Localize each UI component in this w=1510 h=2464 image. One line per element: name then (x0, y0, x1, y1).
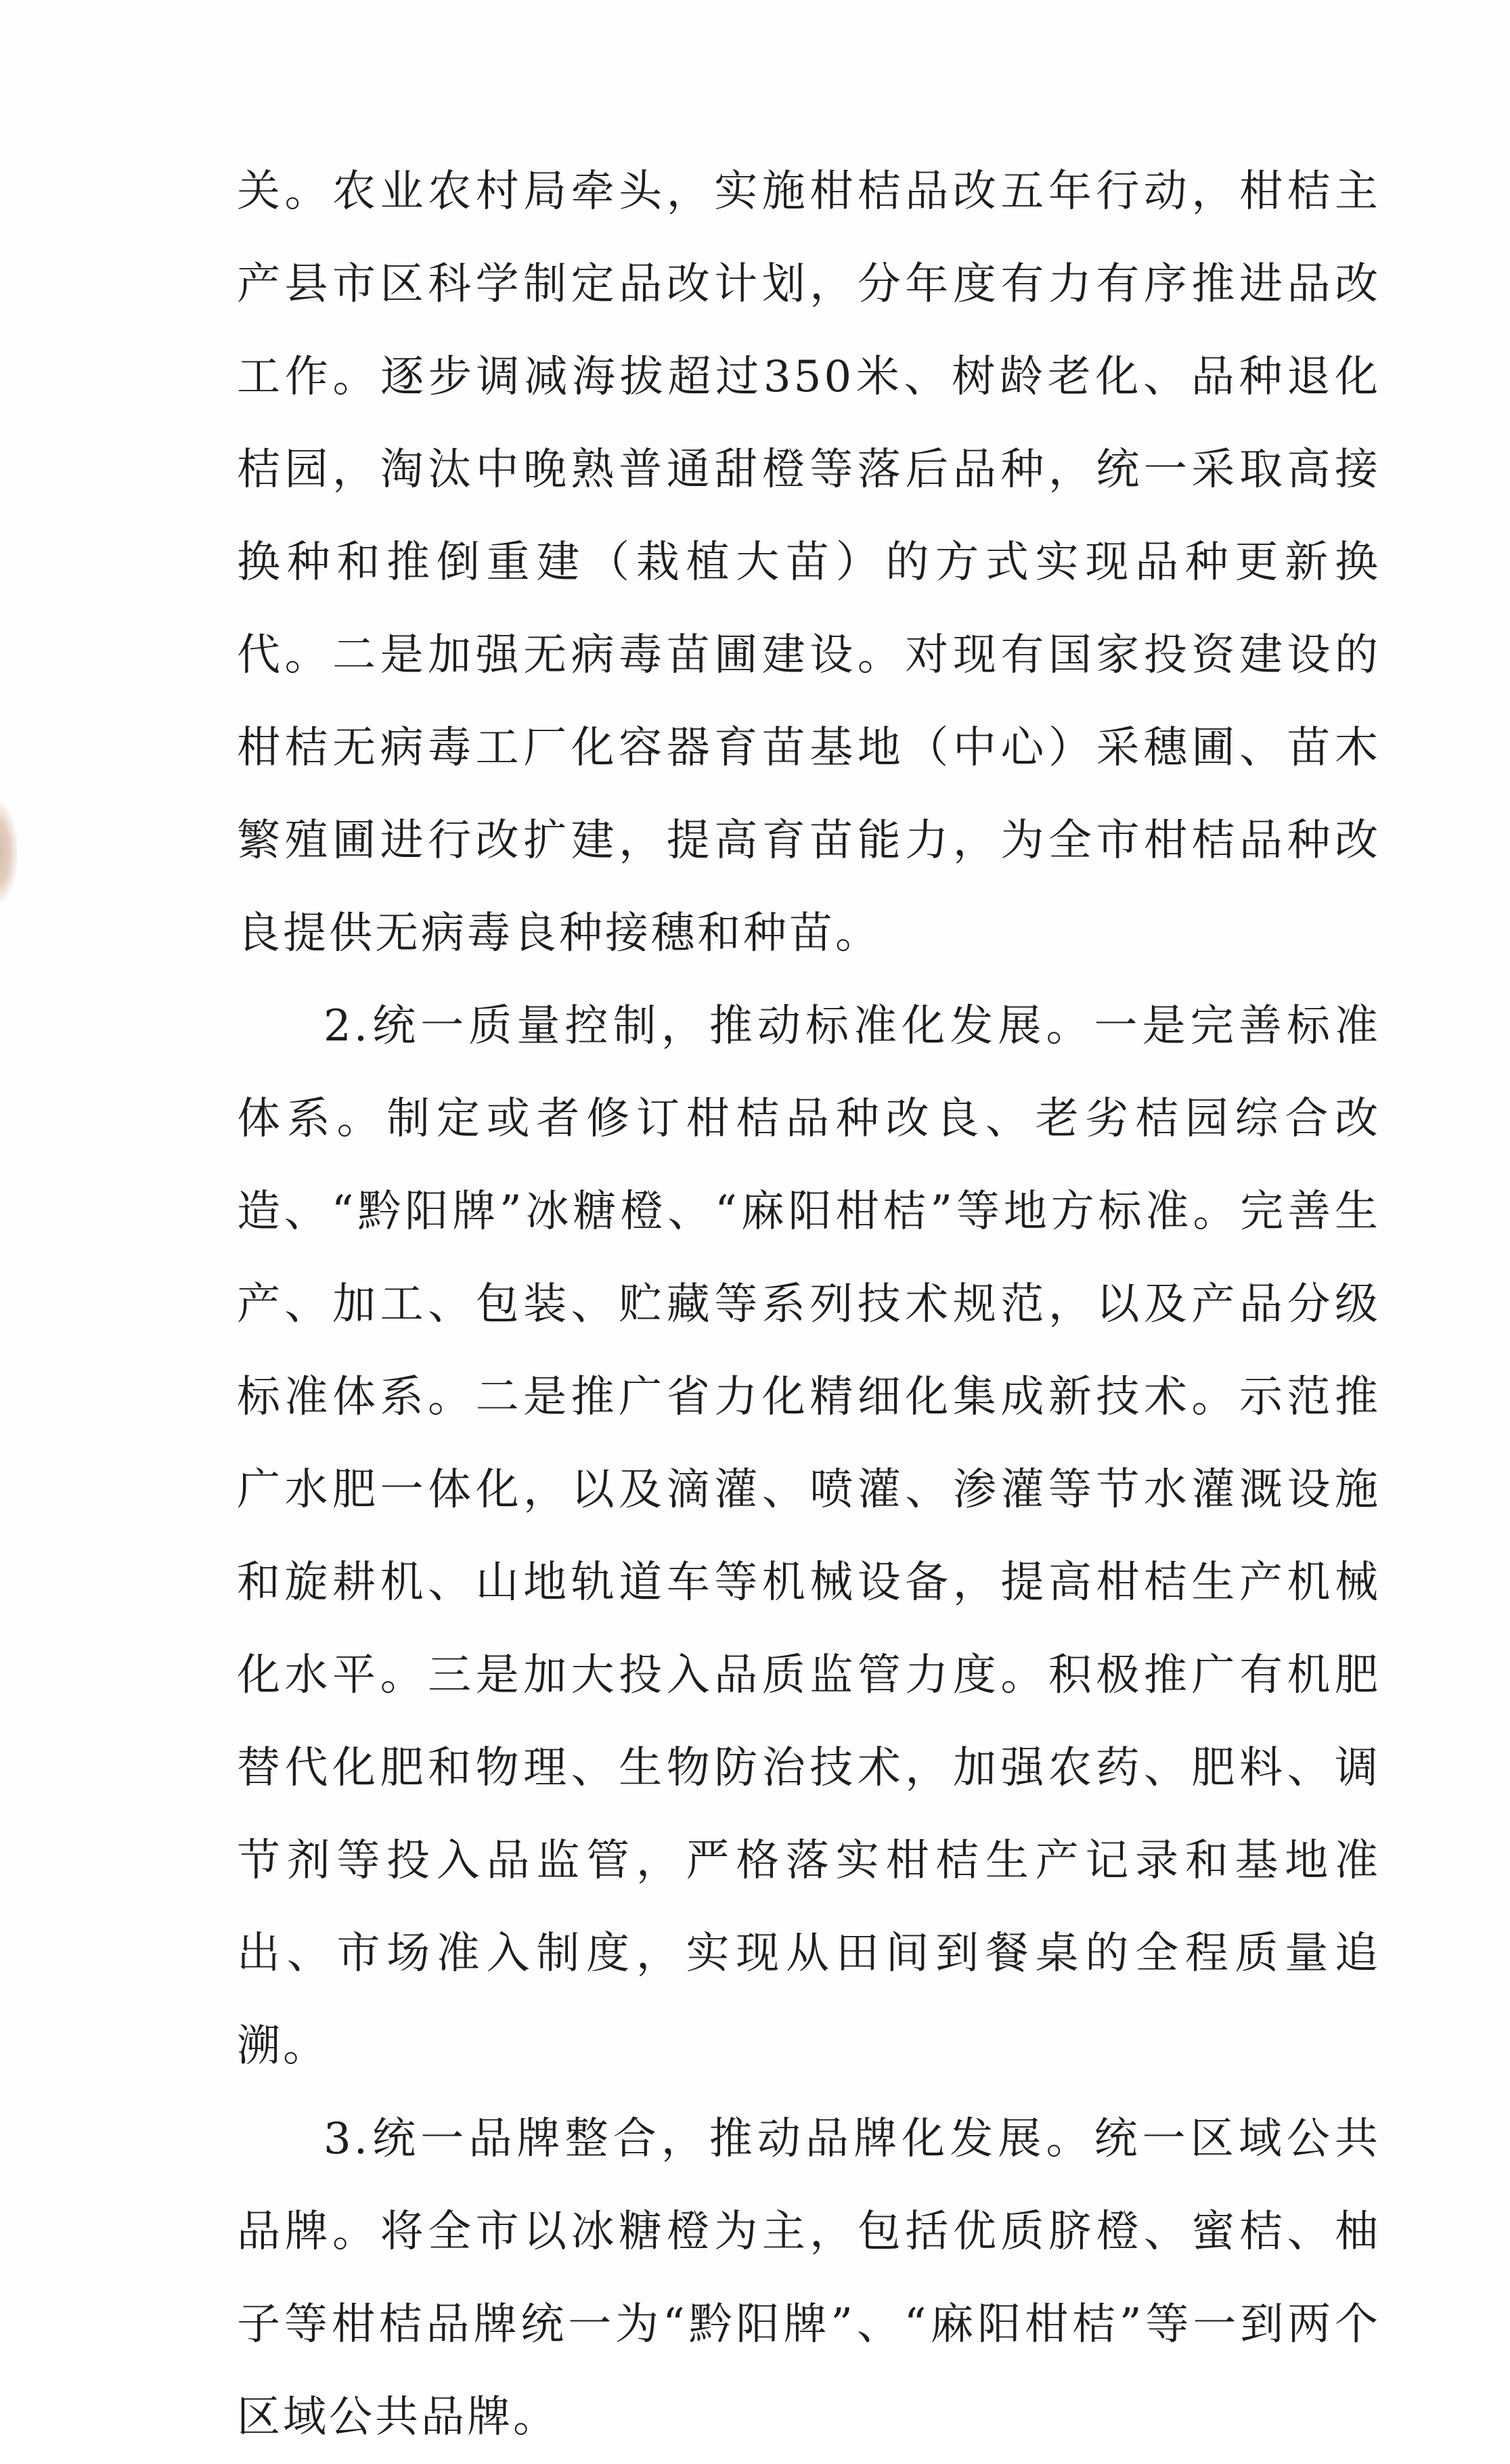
paragraph-continuation: 关。农业农村局牵头，实施柑桔品改五年行动，柑桔主产县市区科学制定品改计划，分年度有力有序推进品改工作。逐步调减海拔超过350米、树龄老化、品种退化桔园，淘汰中晚熟普通甜橙等落后品种，统一采取高接换种和推倒重建（栽植大苗）的方式实现品种更新换代。二是加强无病毒苗圃建设。对现有国家投资建设的柑桔无病毒工厂化容器育苗基地（中心）采穗圃、苗木繁殖圃进行改扩建，提高育苗能力，为全市柑桔品种改良提供无病毒良种接穗和种苗。 (237, 167, 1381, 959)
paragraph-quality-control: 2.统一质量控制，推动标准化发展。一是完善标准体系。制定或者修订柑桔品种改良、老劣桔园综合改造、“黔阳牌”冰糖橙、“麻阳柑桔”等地方标准。完善生产、加工、包装、贮藏等系列技术规范，以及产品分级标准体系。二是推广省力化精细化集成新技术。示范推广水肥一体化，以及滴灌、喷灌、渗灌等节水灌溉设施和旋耕机、山地轨道车等机械设备，提高柑桔生产机械化水平。三是加大投入品质监管力度。积极推广有机肥替代化肥和物理、生物防治技术，加强农药、肥料、调节剂等投入品监管，严格落实柑桔生产记录和基地准出、市场准入制度，实现从田间到餐桌的全程质量追溯。 (237, 1001, 1381, 2071)
paragraph-brand-integration: 3.统一品牌整合，推动品牌化发展。统一区域公共品牌。将全市以冰糖橙为主，包括优质脐橙、蜜桔、柚子等柑桔品牌统一为“黔阳牌”、“麻阳柑桔”等一到两个区域公共品牌。 (237, 2114, 1381, 2442)
document-body (237, 146, 1381, 2464)
scan-edge-mark (0, 802, 18, 904)
